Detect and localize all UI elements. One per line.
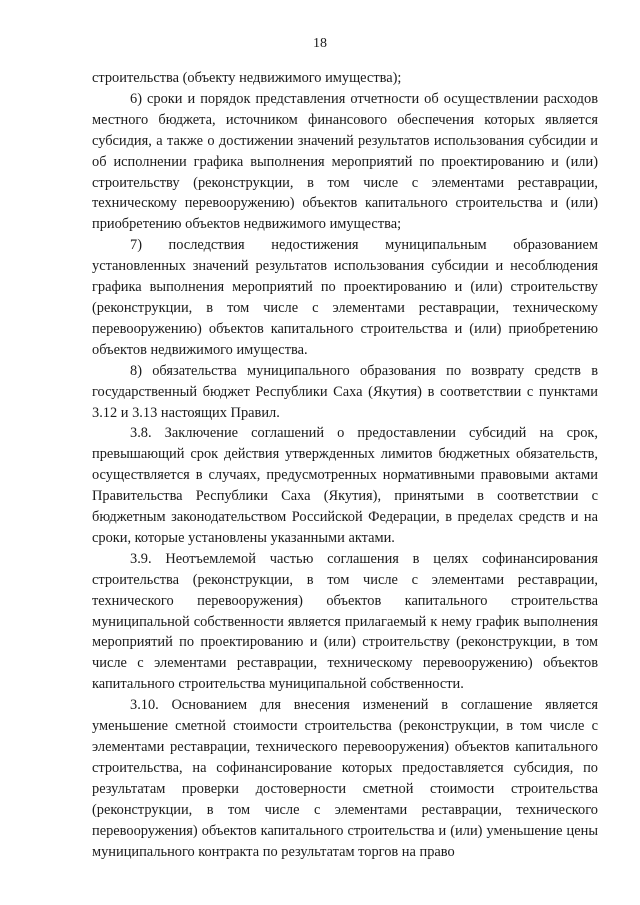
paragraph-item-7: 7) последствия недостижения муниципальным образованием установленных значений результатов использования субсидии и несоблюдения графика выполнения мероприятий по проектированию и (или) строительству (реконструкции, в том числе с элементами реставрации, техническому перевооружению) объектов капитального строительства и (или) приобретению объектов недвижимого имущества. (92, 237, 598, 358)
paragraph-continuation: строительства (объекту недвижимого имущества); (92, 70, 402, 86)
paragraph-item-6: 6) сроки и порядок представления отчетности об осуществлении расходов местного бюджета, источником финансового обеспечения которых является субсидия, а также о достижении значений результатов использования субсидии и об исполнении графика выполнения мероприятий по проектированию и (или) строительству (реконструкции, в том числе с элементами реставрации, техническому перевооружению) объектов капитального строительства и (или) приобретению объектов недвижимого имущества; (92, 90, 598, 233)
paragraph-3-10: 3.10. Основанием для внесения изменений в соглашение является уменьшение сметной стоимости строительства (реконструкции, в том числе с элементами реставрации, технического перевооружения) объектов капитального строительства, на софинансирование которых предоставляется субсидия, по результатам проверки достоверности сметной стоимости строительства (реконструкции, в том числе с элементами реставрации, технического перевооружения) объектов капитального строительства и (или) уменьшение цены муниципального контракта по результатам торгов на право (92, 697, 598, 860)
document-body (92, 68, 598, 862)
paragraph-item-8: 8) обязательства муниципального образования по возврату средств в государственный бюджет Республики Саха (Якутия) в соответствии с пунктами 3.12 и 3.13 настоящих Правил. (92, 362, 598, 421)
paragraph-3-9: 3.9. Неотъемлемой частью соглашения в целях софинансирования строительства (реконструкции, в том числе с элементами реставрации, технического перевооружения) объектов капитального строительства муниципальной собственности является прилагаемый к нему график выполнения мероприятий по проектированию и (или) строительству (реконструкции, в том числе с элементами реставрации, техническому перевооружению) объектов капитального строительства муниципальной собственности. (92, 550, 598, 693)
paragraph-3-8: 3.8. Заключение соглашений о предоставлении субсидий на срок, превышающий срок действия утвержденных лимитов бюджетных обязательств, осуществляется в случаях, предусмотренных нормативными правовыми актами Правительства Республики Саха (Якутия), принятыми в соответствии с бюджетным законодательством Российской Федерации, в пределах средств и на сроки, которые установлены указанными актами. (92, 425, 598, 546)
page-number: 18 (313, 36, 327, 51)
